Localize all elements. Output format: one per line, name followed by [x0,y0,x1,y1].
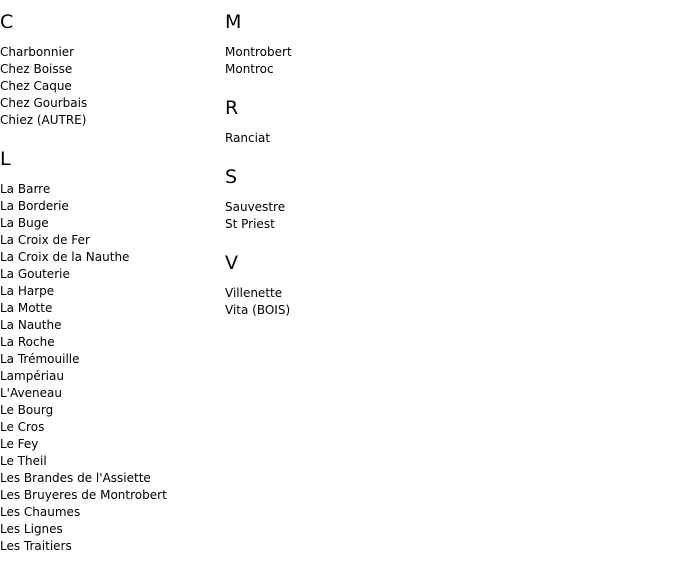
place-item-les-traitiers[interactable]: Les Traitiers [0,539,72,553]
place-item-les-bruyeres-de-montrobert[interactable]: Les Bruyeres de Montrobert [0,488,167,502]
letter-heading-r: R [225,97,239,119]
place-item-chez-gourbais[interactable]: Chez Gourbais [0,96,88,110]
place-item-le-fey[interactable]: Le Fey [0,437,39,451]
index-column-right [225,10,445,337]
place-item-sauvestre[interactable]: Sauvestre [225,200,286,214]
place-item-la-buge[interactable]: La Buge [0,216,49,230]
place-item-la-roche[interactable]: La Roche [0,335,55,349]
index-column-left [0,10,220,568]
letter-group-r [225,96,445,147]
place-item-villenette[interactable]: Villenette [225,286,283,300]
place-item-le-cros[interactable]: Le Cros [0,420,45,434]
place-item-lamperiau[interactable]: Lampériau [0,369,64,383]
place-item-chez-boisse[interactable]: Chez Boisse [0,62,73,76]
place-list [225,130,445,147]
place-item-l-aveneau[interactable]: L'Aveneau [0,386,62,400]
place-item-la-croix-de-la-nauthe[interactable]: La Croix de la Nauthe [0,250,130,264]
letter-group-l [0,147,220,555]
place-item-st-priest[interactable]: St Priest [225,217,275,231]
place-list [0,44,220,129]
letter-heading-v: V [225,252,238,274]
place-item-chiez-autre[interactable]: Chiez (AUTRE) [0,113,87,127]
letter-group-c [0,10,220,129]
place-list [225,44,445,78]
letter-group-s [225,165,445,233]
place-item-montroc[interactable]: Montroc [225,62,274,76]
place-item-montrobert[interactable]: Montrobert [225,45,292,59]
place-item-le-theil[interactable]: Le Theil [0,454,47,468]
letter-heading-m: M [225,11,242,33]
place-item-la-gouterie[interactable]: La Gouterie [0,267,70,281]
place-item-les-lignes[interactable]: Les Lignes [0,522,63,536]
letter-heading-s: S [225,166,238,188]
place-item-la-croix-de-fer[interactable]: La Croix de Fer [0,233,90,247]
place-item-la-motte[interactable]: La Motte [0,301,53,315]
place-list [225,199,445,233]
place-item-vita-bois[interactable]: Vita (BOIS) [225,303,291,317]
place-item-les-chaumes[interactable]: Les Chaumes [0,505,81,519]
place-list [0,181,220,555]
place-item-charbonnier[interactable]: Charbonnier [0,45,75,59]
place-item-chez-caque[interactable]: Chez Caque [0,79,72,93]
place-item-les-brandes-de-l-assiette[interactable]: Les Brandes de l'Assiette [0,471,151,485]
place-item-la-harpe[interactable]: La Harpe [0,284,55,298]
letter-heading-c: C [0,11,14,33]
letter-group-v [225,251,445,319]
place-item-la-borderie[interactable]: La Borderie [0,199,69,213]
place-list [225,285,445,319]
place-item-le-bourg[interactable]: Le Bourg [0,403,54,417]
letter-heading-l: L [0,148,11,170]
place-item-la-nauthe[interactable]: La Nauthe [0,318,62,332]
place-item-la-barre[interactable]: La Barre [0,182,51,196]
letter-group-m [225,10,445,78]
place-item-la-tremouille[interactable]: La Trémouille [0,352,80,366]
place-item-ranciat[interactable]: Ranciat [225,131,271,145]
